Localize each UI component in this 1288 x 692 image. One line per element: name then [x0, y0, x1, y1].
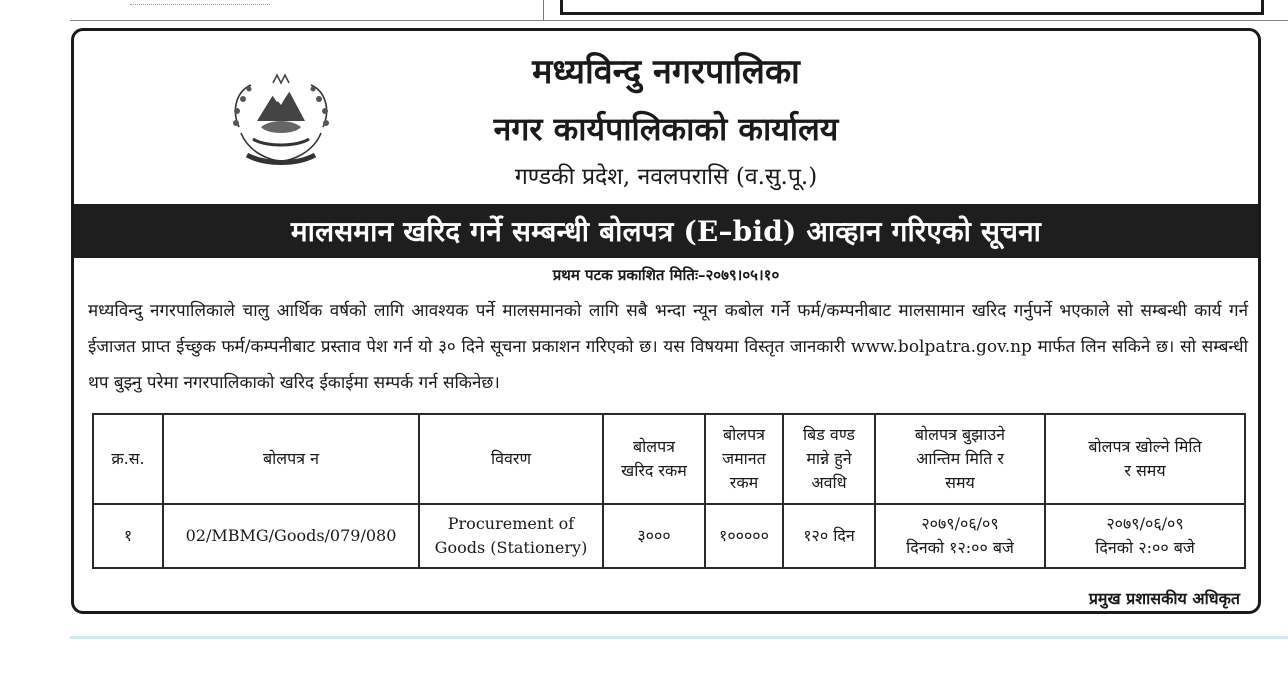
cell-opening-date: २०७९/०६/०९ दिनको २:०० बजे — [1045, 504, 1245, 568]
cell-bid-security: १००००० — [705, 504, 783, 568]
header-sn: क्र.स. — [93, 414, 163, 504]
header-bid-no: बोलपत्र न — [163, 414, 419, 504]
previous-notice-border — [560, 0, 1264, 15]
header-opening-date: बोलपत्र खोल्ने मिति र समय — [1045, 414, 1245, 504]
municipality-name: मध्यविन्दु नगरपालिका — [532, 52, 800, 92]
table-row — [93, 504, 1245, 568]
office-location: गण्डकी प्रदेश, नवलपरासि (व.सु.पू.) — [514, 164, 818, 190]
notice-body: मध्यविन्दु नगरपालिकाले चालु आर्थिक वर्षको लागि आवश्यक पर्ने मालसमानको लागि सबै भन्दा न्यून कबोल गर्ने फर्म/कम्पनीबाट मालसामान खरिद गर्नुपर्ने भएकाले सो सम्बन्धी कार्य गर्न ईजाजत प्राप्त ईच्छुक फर्म/कम्पनीबाट प्रस्ताव पेश गर्न यो ३० दिने सूचना प्रकाशन गरिएको छ। यस विषयमा विस्तृत जानकारी www.bolpatra.gov.np मार्फत लिन सकिने छ। सो सम्बन्धी थप बुझ्नु परेमा नगरपालिकाको खरिद ईकाईमा सम्पर्क गर्न सकिनेछ। — [88, 301, 1248, 393]
header-submission-deadline: बोलपत्र बुझाउने आन्तिम मिति र समय — [875, 414, 1045, 504]
header-bid-security: बोलपत्र जमानत रकम — [705, 414, 783, 504]
cell-bond-validity: १२० दिन — [783, 504, 875, 568]
signatory-title: प्रमुख प्रशासकीय अधिकृत — [1088, 589, 1240, 608]
header-purchase-amount: बोलपत्र खरिद रकम — [603, 414, 705, 504]
cell-bid-no: 02/MBMG/Goods/079/080 — [163, 504, 419, 568]
cell-sn: १ — [93, 504, 163, 568]
notice-title-banner — [74, 204, 1258, 258]
table-header-row — [93, 414, 1245, 504]
cell-purchase-amount: ३००० — [603, 504, 705, 568]
previous-notice-fragment — [0, 0, 1288, 22]
tender-notice — [71, 28, 1261, 614]
publication-date: प्रथम पटक प्रकाशित मितिः–२०७९।०५।१० — [552, 266, 780, 284]
office-name: नगर कार्यपालिकाको कार्यालय — [493, 110, 839, 148]
cropped-text-remnant — [130, 0, 270, 5]
column-divider — [543, 0, 544, 20]
header-description: विवरण — [419, 414, 603, 504]
cell-description: Procurement of Goods (Stationery) — [419, 504, 603, 568]
header-bond-validity: बिड वण्ड मान्ने हुने अवधि — [783, 414, 875, 504]
section-divider — [70, 20, 1288, 21]
bid-table — [92, 413, 1246, 569]
cell-submission-deadline: २०७९/०६/०९ दिनको १२:०० बजे — [875, 504, 1045, 568]
page-bottom-divider — [70, 636, 1288, 639]
notice-title: मालसमान खरिद गर्ने सम्बन्धी बोलपत्र (E–bid) आव्हान गरिएको सूचना — [290, 215, 1042, 248]
